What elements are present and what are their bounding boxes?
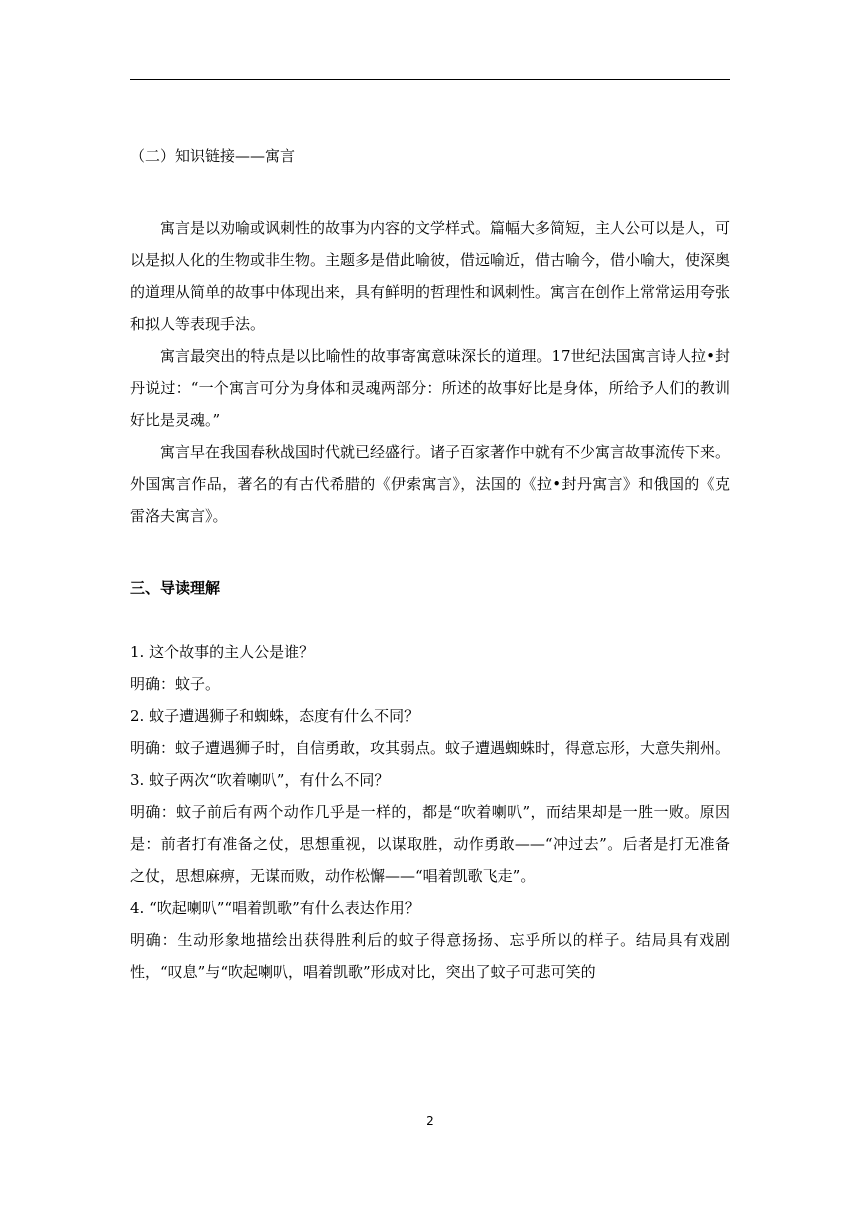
answer-text: 明确：蚊子遭遇狮子时，自信勇敢，攻其弱点。蚊子遭遇蜘蛛时，得意忘形，大意失荆州。: [130, 739, 731, 757]
question-text: 4. “吹起喇叭”“唱着凯歌”有什么表达作用？: [130, 899, 420, 917]
qa-item: [130, 636, 730, 700]
answer-text: 明确：蚊子。: [130, 675, 221, 693]
fable-definition-paragraph: 寓言是以劝喻或讽刺性的故事为内容的文学样式。篇幅大多简短，主人公可以是人，可以是拟人化的生物或非生物。主题多是借此喻彼，借远喻近，借古喻今，借小喻大，使深奥的道理从简单的故事中体现出来，具有鲜明的哲理性和讽刺性。寓言在创作上常常运用夸张和拟人等表现手法。: [130, 219, 731, 333]
knowledge-link-heading: （二）知识链接——寓言: [130, 147, 296, 165]
spacer: [130, 604, 730, 636]
header-rule: [130, 79, 730, 80]
page-content: [130, 140, 730, 988]
fable-history-paragraph: 寓言早在我国春秋战国时代就已经盛行。诸子百家著作中就有不少寓言故事流传下来。外国寓言作品，著名的有古代希腊的《伊索寓言》，法国的《拉•封丹寓言》和俄国的《克雷洛夫寓言》。: [130, 443, 731, 525]
spacer: [130, 172, 730, 212]
question-text: 1. 这个故事的主人公是谁？: [130, 643, 315, 661]
question-text: 3. 蚊子两次“吹着喇叭”，有什么不同？: [130, 771, 390, 789]
fable-feature-paragraph: 寓言最突出的特点是以比喻性的故事寄寓意味深长的道理。17世纪法国寓言诗人拉•封丹说过：“一个寓言可分为身体和灵魂两部分：所述的故事好比是身体，所给予人们的教训好比是灵魂。”: [130, 347, 730, 429]
answer-text: 明确：生动形象地描绘出获得胜利后的蚊子得意扬扬、忘乎所以的样子。结局具有戏剧性，“叹息”与“吹起喇叭，唱着凯歌”形成对比，突出了蚊子可悲可笑的: [130, 931, 730, 981]
question-text: 2. 蚊子遭遇狮子和蜘蛛，态度有什么不同？: [130, 707, 420, 725]
spacer: [130, 532, 730, 572]
qa-item: [130, 700, 730, 764]
answer-text: 明确：蚊子前后有两个动作几乎是一样的，都是“吹着喇叭”，而结果却是一胜一败。原因是：前者打有准备之仗，思想重视，以谋取胜，动作勇敢——“冲过去”。后者是打无准备之仗，思想麻痹，无谋而败，动作松懈——“唱着凯歌飞走”。: [130, 803, 730, 885]
qa-item: [130, 892, 730, 988]
page-number: 2: [426, 1114, 434, 1128]
guided-reading-heading: 三、导读理解: [130, 579, 221, 597]
qa-item: [130, 764, 730, 892]
